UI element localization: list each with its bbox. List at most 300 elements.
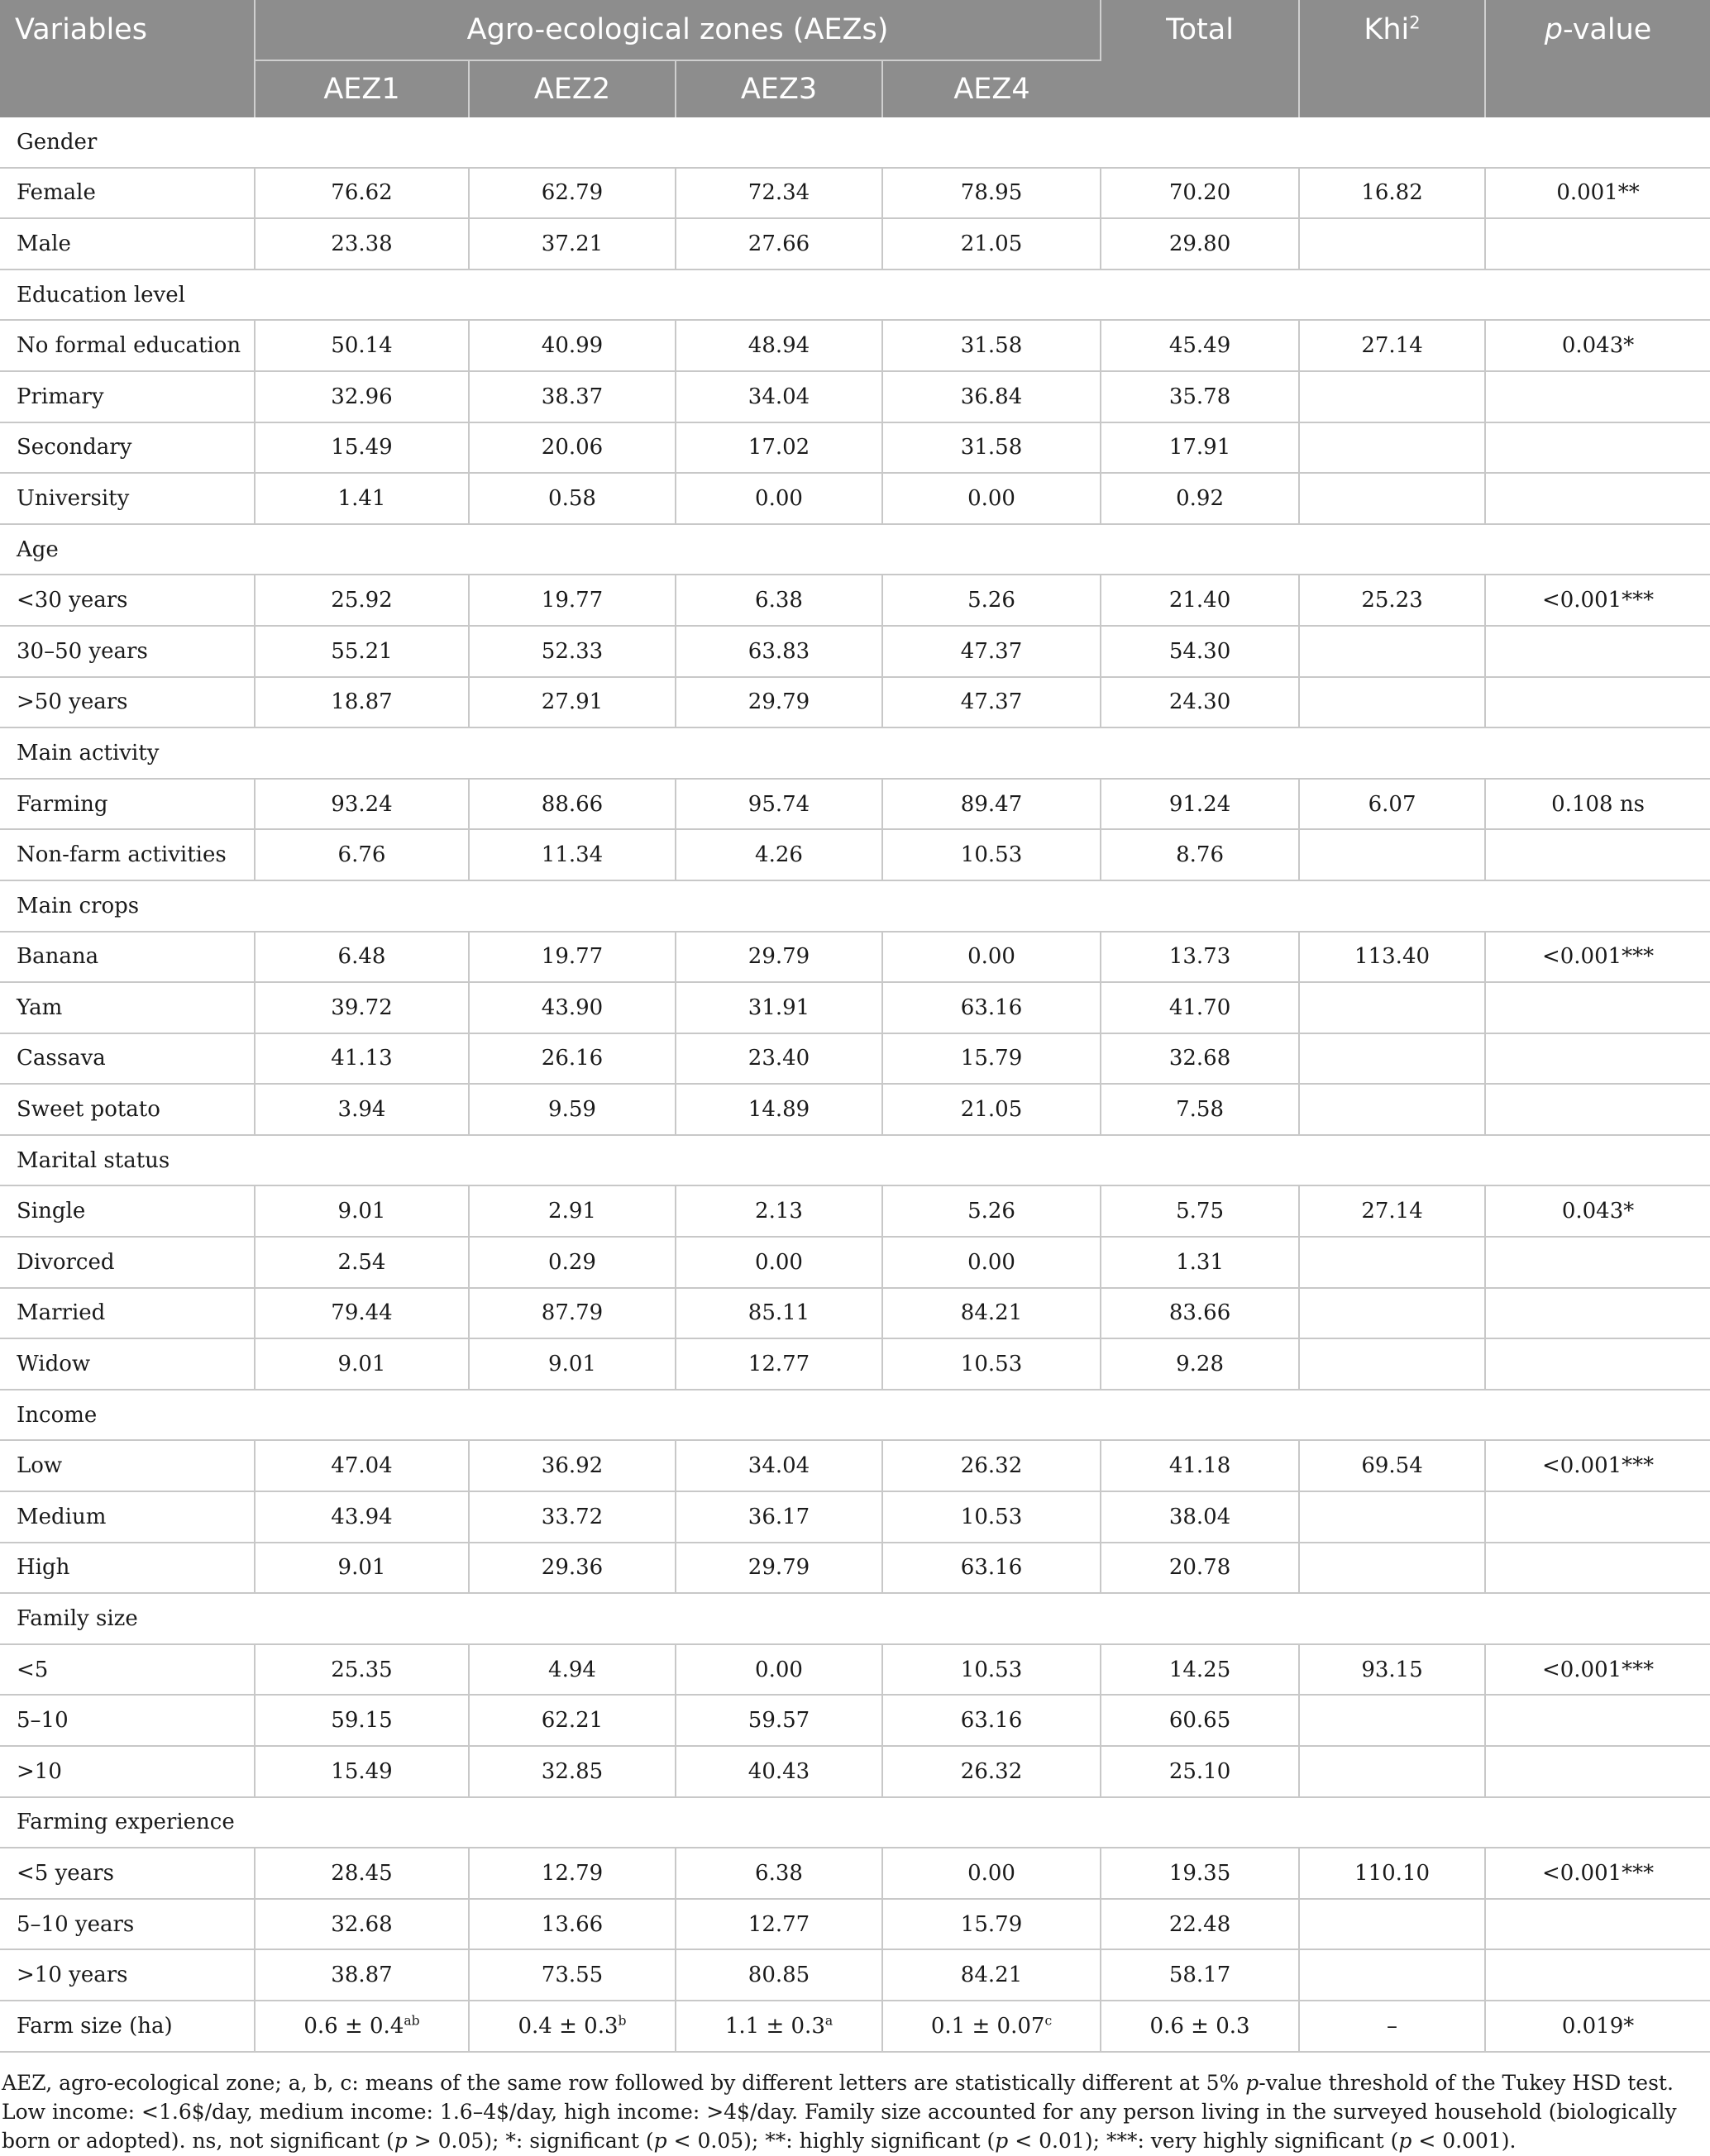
cell-khi2: 69.54 <box>1299 1440 1485 1491</box>
farm-size-row <box>0 2001 1710 2052</box>
cell-p-value <box>1485 1543 1710 1594</box>
cell-aez2: 19.77 <box>469 932 676 983</box>
table-header <box>0 0 1710 117</box>
cell-total: 13.73 <box>1101 932 1299 983</box>
cell-aez3: 0.00 <box>676 1644 882 1696</box>
cell-p-value: 0.001** <box>1485 168 1710 219</box>
cell-khi2: 25.23 <box>1299 575 1485 626</box>
cell-aez3: 85.11 <box>676 1288 882 1339</box>
cell-aez1: 9.01 <box>255 1338 469 1390</box>
row-label: Yam <box>0 982 255 1033</box>
cell-aez1: 23.38 <box>255 218 469 270</box>
cell-total: 83.66 <box>1101 1288 1299 1339</box>
section-title: Income <box>0 1390 1710 1441</box>
cell-khi2: 110.10 <box>1299 1848 1485 1899</box>
cell-khi2 <box>1299 473 1485 524</box>
cell-aez4: 0.00 <box>882 1848 1101 1899</box>
cell-aez2: 62.21 <box>469 1695 676 1746</box>
row-label: Widow <box>0 1338 255 1390</box>
cell-aez3: 12.77 <box>676 1338 882 1390</box>
cell-aez4: 10.53 <box>882 1338 1101 1390</box>
cell-aez4 <box>882 2001 1101 2052</box>
cell-khi2 <box>1299 1746 1485 1797</box>
cell-p-value <box>1485 371 1710 422</box>
cell-aez2: 29.36 <box>469 1543 676 1594</box>
row-label: University <box>0 473 255 524</box>
cell-total: 1.31 <box>1101 1237 1299 1288</box>
cell-aez1: 15.49 <box>255 1746 469 1797</box>
cell-total: 19.35 <box>1101 1848 1299 1899</box>
table-row <box>0 218 1710 270</box>
cell-total: 21.40 <box>1101 575 1299 626</box>
tukey-letter: c <box>1044 2013 1053 2029</box>
cell-aez1 <box>255 2001 469 2052</box>
footnote-p-symbol: p <box>1398 2129 1412 2153</box>
cell-aez3: 48.94 <box>676 320 882 371</box>
cell-total: 60.65 <box>1101 1695 1299 1746</box>
row-label: Female <box>0 168 255 219</box>
cell-total: 54.30 <box>1101 626 1299 677</box>
row-label: Primary <box>0 371 255 422</box>
cell-khi2 <box>1299 1237 1485 1288</box>
cell-aez1: 38.87 <box>255 1949 469 2001</box>
cell-total: 24.30 <box>1101 677 1299 728</box>
cell-aez3: 0.00 <box>676 1237 882 1288</box>
cell-khi2 <box>1299 1033 1485 1085</box>
cell-total: 45.49 <box>1101 320 1299 371</box>
cell-total: 29.80 <box>1101 218 1299 270</box>
section-title: Family size <box>0 1593 1710 1644</box>
row-label: 30–50 years <box>0 626 255 677</box>
cell-khi2 <box>1299 1084 1485 1135</box>
footnote-p-symbol: p <box>653 2129 667 2153</box>
cell-aez1: 15.49 <box>255 422 469 474</box>
table-row <box>0 1084 1710 1135</box>
cell-aez4: 10.53 <box>882 1491 1101 1543</box>
cell-p-value <box>1485 1033 1710 1085</box>
cell-aez1: 43.94 <box>255 1491 469 1543</box>
footnote-p-symbol: p <box>394 2129 408 2153</box>
table-row <box>0 1899 1710 1950</box>
cell-aez2: 62.79 <box>469 168 676 219</box>
cell-khi2: 16.82 <box>1299 168 1485 219</box>
table-row <box>0 1695 1710 1746</box>
cell-aez1: 59.15 <box>255 1695 469 1746</box>
row-label: >10 years <box>0 1949 255 2001</box>
cell-total: 38.04 <box>1101 1491 1299 1543</box>
section-title: Marital status <box>0 1135 1710 1186</box>
cell-p-value: <0.001*** <box>1485 1848 1710 1899</box>
cell-p-value: <0.001*** <box>1485 1644 1710 1696</box>
cell-aez1: 18.87 <box>255 677 469 728</box>
cell-aez3: 63.83 <box>676 626 882 677</box>
cell-total: 35.78 <box>1101 371 1299 422</box>
cell-p-value: 0.043* <box>1485 320 1710 371</box>
cell-p-value: 0.043* <box>1485 1185 1710 1237</box>
row-label: >10 <box>0 1746 255 1797</box>
cell-khi2: 27.14 <box>1299 1185 1485 1237</box>
row-label: Farm size (ha) <box>0 2001 255 2052</box>
cell-aez3: 6.38 <box>676 1848 882 1899</box>
table-row <box>0 1949 1710 2001</box>
cell-khi2 <box>1299 1288 1485 1339</box>
cell-aez2: 33.72 <box>469 1491 676 1543</box>
table-row <box>0 626 1710 677</box>
footnote-segment: -value threshold of the Tukey HSD test. Low income: <1.6$/day, medium income: 1.6–4$/day, high income: >4$/day. Family size accounted for any person living in the surveyed household (biologically born or adopted). ns, not significant ( <box>2 2071 1677 2153</box>
cell-total: 0.6 ± 0.3 <box>1101 2001 1299 2052</box>
table-row <box>0 473 1710 524</box>
cell-aez2: 20.06 <box>469 422 676 474</box>
cell-aez1: 28.45 <box>255 1848 469 1899</box>
table-row <box>0 1440 1710 1491</box>
cell-khi2 <box>1299 1543 1485 1594</box>
cell-total: 41.70 <box>1101 982 1299 1033</box>
cell-aez4: 21.05 <box>882 1084 1101 1135</box>
footnote-p-symbol: p <box>1245 2071 1259 2095</box>
cell-aez4: 10.53 <box>882 829 1101 880</box>
header-aez1: AEZ1 <box>255 60 469 117</box>
cell-p-value <box>1485 473 1710 524</box>
cell-total: 70.20 <box>1101 168 1299 219</box>
cell-aez4: 36.84 <box>882 371 1101 422</box>
cell-aez1: 25.92 <box>255 575 469 626</box>
cell-p-value <box>1485 1491 1710 1543</box>
cell-p-value <box>1485 626 1710 677</box>
cell-aez1: 2.54 <box>255 1237 469 1288</box>
row-label: >50 years <box>0 677 255 728</box>
cell-aez3: 27.66 <box>676 218 882 270</box>
cell-aez2: 36.92 <box>469 1440 676 1491</box>
cell-aez1: 93.24 <box>255 779 469 830</box>
cell-p-value: 0.108 ns <box>1485 779 1710 830</box>
section-row <box>0 1390 1710 1441</box>
header-khi-text: Khi <box>1364 13 1410 46</box>
cell-aez1: 6.48 <box>255 932 469 983</box>
cell-aez2 <box>469 2001 676 2052</box>
row-label: Cassava <box>0 1033 255 1085</box>
table-row <box>0 320 1710 371</box>
cell-aez4: 31.58 <box>882 320 1101 371</box>
row-label: <5 years <box>0 1848 255 1899</box>
cell-khi2: 6.07 <box>1299 779 1485 830</box>
cell-aez1: 79.44 <box>255 1288 469 1339</box>
cell-khi2: 113.40 <box>1299 932 1485 983</box>
footnote-segment: < 0.001). <box>1411 2129 1517 2153</box>
cell-aez4: 5.26 <box>882 1185 1101 1237</box>
tukey-letter: a <box>824 2013 834 2029</box>
table-row <box>0 932 1710 983</box>
section-row <box>0 1593 1710 1644</box>
row-label: 5–10 years <box>0 1899 255 1950</box>
cell-p-value <box>1485 982 1710 1033</box>
cell-khi2: – <box>1299 2001 1485 2052</box>
cell-aez4: 63.16 <box>882 1543 1101 1594</box>
cell-total: 41.18 <box>1101 1440 1299 1491</box>
cell-aez1: 1.41 <box>255 473 469 524</box>
cell-aez1: 6.76 <box>255 829 469 880</box>
section-title: Main activity <box>0 727 1710 779</box>
cell-aez4: 26.32 <box>882 1440 1101 1491</box>
cell-khi2 <box>1299 1338 1485 1390</box>
table-row <box>0 168 1710 219</box>
cell-p-value <box>1485 1949 1710 2001</box>
cell-aez4: 31.58 <box>882 422 1101 474</box>
table-row <box>0 1185 1710 1237</box>
cell-aez4: 78.95 <box>882 168 1101 219</box>
cell-aez1: 76.62 <box>255 168 469 219</box>
section-title: Age <box>0 524 1710 575</box>
cell-khi2 <box>1299 982 1485 1033</box>
cell-aez4: 63.16 <box>882 1695 1101 1746</box>
row-label: Married <box>0 1288 255 1339</box>
cell-aez4: 0.00 <box>882 473 1101 524</box>
cell-aez2: 43.90 <box>469 982 676 1033</box>
cell-aez3 <box>676 2001 882 2052</box>
section-row <box>0 1135 1710 1186</box>
cell-aez1: 3.94 <box>255 1084 469 1135</box>
table-row <box>0 779 1710 830</box>
footnote-segment: < 0.01); ***: very highly significant ( <box>1008 2129 1399 2153</box>
cell-aez1: 25.35 <box>255 1644 469 1696</box>
table-row <box>0 1746 1710 1797</box>
cell-total: 58.17 <box>1101 1949 1299 2001</box>
cell-p-value <box>1485 218 1710 270</box>
cell-aez2: 52.33 <box>469 626 676 677</box>
cell-aez3: 17.02 <box>676 422 882 474</box>
table-row <box>0 677 1710 728</box>
table-footnote <box>0 2068 1697 2155</box>
cell-aez3: 6.38 <box>676 575 882 626</box>
header-aez-group: Agro-ecological zones (AEZs) <box>255 0 1101 60</box>
cell-aez4: 84.21 <box>882 1949 1101 2001</box>
cell-aez2: 32.85 <box>469 1746 676 1797</box>
header-total: Total <box>1101 0 1299 117</box>
cell-aez4: 26.32 <box>882 1746 1101 1797</box>
cell-aez3: 23.40 <box>676 1033 882 1085</box>
cell-aez1: 9.01 <box>255 1543 469 1594</box>
cell-aez2: 0.29 <box>469 1237 676 1288</box>
cell-total: 9.28 <box>1101 1338 1299 1390</box>
cell-p-value <box>1485 1288 1710 1339</box>
cell-aez2: 38.37 <box>469 371 676 422</box>
cell-aez2: 2.91 <box>469 1185 676 1237</box>
cell-aez2: 0.58 <box>469 473 676 524</box>
section-row <box>0 117 1710 168</box>
cell-aez2: 27.91 <box>469 677 676 728</box>
cell-p-value: <0.001*** <box>1485 1440 1710 1491</box>
cell-p-value <box>1485 1338 1710 1390</box>
tukey-letter: ab <box>404 2013 420 2029</box>
cell-p-value: 0.019* <box>1485 2001 1710 2052</box>
cell-khi2: 27.14 <box>1299 320 1485 371</box>
table-row <box>0 982 1710 1033</box>
cell-aez2: 12.79 <box>469 1848 676 1899</box>
footnote-p-symbol: p <box>995 2129 1009 2153</box>
table-row <box>0 371 1710 422</box>
cell-aez2: 26.16 <box>469 1033 676 1085</box>
cell-aez3: 29.79 <box>676 677 882 728</box>
row-label: No formal education <box>0 320 255 371</box>
cell-total: 17.91 <box>1101 422 1299 474</box>
cell-aez3: 4.26 <box>676 829 882 880</box>
mean-sd: 1.1 ± 0.3 <box>724 2013 825 2039</box>
tukey-letter: b <box>618 2013 627 2029</box>
cell-aez2: 40.99 <box>469 320 676 371</box>
section-title: Main crops <box>0 880 1710 932</box>
cell-aez3: 31.91 <box>676 982 882 1033</box>
section-row <box>0 1797 1710 1848</box>
cell-total: 25.10 <box>1101 1746 1299 1797</box>
table-row <box>0 1848 1710 1899</box>
cell-total: 14.25 <box>1101 1644 1299 1696</box>
cell-aez4: 84.21 <box>882 1288 1101 1339</box>
section-title: Farming experience <box>0 1797 1710 1848</box>
cell-aez3: 12.77 <box>676 1899 882 1950</box>
cell-aez2: 88.66 <box>469 779 676 830</box>
cell-aez2: 19.77 <box>469 575 676 626</box>
cell-aez3: 59.57 <box>676 1695 882 1746</box>
table-row <box>0 1543 1710 1594</box>
cell-p-value <box>1485 1746 1710 1797</box>
footnote-segment: AEZ, agro-ecological zone; a, b, c: means of the same row followed by different letters are statistically different at 5% <box>2 2071 1246 2095</box>
table-row <box>0 829 1710 880</box>
cell-p-value: <0.001*** <box>1485 575 1710 626</box>
footnote-segment: > 0.05); *: significant ( <box>407 2129 654 2153</box>
cell-aez2: 4.94 <box>469 1644 676 1696</box>
header-p-italic: p <box>1544 13 1563 46</box>
cell-aez2: 73.55 <box>469 1949 676 2001</box>
row-label: Male <box>0 218 255 270</box>
cell-aez4: 5.26 <box>882 575 1101 626</box>
cell-aez2: 37.21 <box>469 218 676 270</box>
cell-khi2 <box>1299 1695 1485 1746</box>
header-p-value <box>1485 0 1710 117</box>
cell-aez4: 47.37 <box>882 626 1101 677</box>
section-row <box>0 270 1710 321</box>
cell-khi2 <box>1299 626 1485 677</box>
row-label: <5 <box>0 1644 255 1696</box>
cell-aez3: 29.79 <box>676 932 882 983</box>
cell-aez3: 95.74 <box>676 779 882 830</box>
cell-aez3: 40.43 <box>676 1746 882 1797</box>
cell-aez3: 14.89 <box>676 1084 882 1135</box>
cell-aez3: 0.00 <box>676 473 882 524</box>
cell-p-value <box>1485 1899 1710 1950</box>
cell-p-value <box>1485 1084 1710 1135</box>
cell-aez4: 15.79 <box>882 1033 1101 1085</box>
header-p-rest: -value <box>1563 13 1652 46</box>
cell-khi2 <box>1299 422 1485 474</box>
cell-aez2: 11.34 <box>469 829 676 880</box>
cell-aez3: 2.13 <box>676 1185 882 1237</box>
cell-aez4: 63.16 <box>882 982 1101 1033</box>
cell-p-value: <0.001*** <box>1485 932 1710 983</box>
header-aez2: AEZ2 <box>469 60 676 117</box>
cell-aez3: 29.79 <box>676 1543 882 1594</box>
cell-aez3: 80.85 <box>676 1949 882 2001</box>
cell-khi2 <box>1299 1899 1485 1950</box>
cell-khi2 <box>1299 371 1485 422</box>
cell-aez1: 41.13 <box>255 1033 469 1085</box>
cell-total: 0.92 <box>1101 473 1299 524</box>
table-row <box>0 1644 1710 1696</box>
cell-aez4: 15.79 <box>882 1899 1101 1950</box>
cell-total: 7.58 <box>1101 1084 1299 1135</box>
cell-aez4: 47.37 <box>882 677 1101 728</box>
table-row <box>0 575 1710 626</box>
row-label: <30 years <box>0 575 255 626</box>
row-label: Farming <box>0 779 255 830</box>
mean-sd: 0.4 ± 0.3 <box>518 2013 619 2039</box>
row-label: High <box>0 1543 255 1594</box>
cell-aez3: 36.17 <box>676 1491 882 1543</box>
cell-khi2: 93.15 <box>1299 1644 1485 1696</box>
row-label: Secondary <box>0 422 255 474</box>
row-label: Banana <box>0 932 255 983</box>
section-row <box>0 727 1710 779</box>
section-row <box>0 524 1710 575</box>
cell-total: 5.75 <box>1101 1185 1299 1237</box>
cell-aez4: 0.00 <box>882 932 1101 983</box>
footnote-text <box>2 2068 1697 2155</box>
cell-aez1: 47.04 <box>255 1440 469 1491</box>
cell-p-value <box>1485 1237 1710 1288</box>
table-row <box>0 1491 1710 1543</box>
cell-khi2 <box>1299 677 1485 728</box>
table-row <box>0 1237 1710 1288</box>
row-label: 5–10 <box>0 1695 255 1746</box>
cell-aez3: 34.04 <box>676 1440 882 1491</box>
cell-aez2: 87.79 <box>469 1288 676 1339</box>
cell-total: 20.78 <box>1101 1543 1299 1594</box>
cell-khi2 <box>1299 218 1485 270</box>
table-row <box>0 1338 1710 1390</box>
header-khi-sup: 2 <box>1409 12 1421 33</box>
cell-total: 32.68 <box>1101 1033 1299 1085</box>
row-label: Sweet potato <box>0 1084 255 1135</box>
cell-khi2 <box>1299 1949 1485 2001</box>
cell-aez1: 32.68 <box>255 1899 469 1950</box>
row-label: Non-farm activities <box>0 829 255 880</box>
cell-khi2 <box>1299 829 1485 880</box>
header-aez4: AEZ4 <box>882 60 1101 117</box>
cell-aez1: 9.01 <box>255 1185 469 1237</box>
row-label: Single <box>0 1185 255 1237</box>
cell-aez2: 9.01 <box>469 1338 676 1390</box>
header-khi2 <box>1299 0 1485 117</box>
row-label: Divorced <box>0 1237 255 1288</box>
section-title: Education level <box>0 270 1710 321</box>
cell-p-value <box>1485 422 1710 474</box>
table-body <box>0 117 1710 2052</box>
table-row <box>0 422 1710 474</box>
cell-p-value <box>1485 1695 1710 1746</box>
table-row <box>0 1288 1710 1339</box>
section-title: Gender <box>0 117 1710 168</box>
cell-khi2 <box>1299 1491 1485 1543</box>
table-row <box>0 1033 1710 1085</box>
footnote-segment: < 0.05); **: highly significant ( <box>666 2129 996 2153</box>
row-label: Medium <box>0 1491 255 1543</box>
cell-p-value <box>1485 829 1710 880</box>
cell-aez2: 9.59 <box>469 1084 676 1135</box>
cell-total: 8.76 <box>1101 829 1299 880</box>
mean-sd: 0.1 ± 0.07 <box>930 2013 1045 2039</box>
cell-aez1: 39.72 <box>255 982 469 1033</box>
cell-aez4: 89.47 <box>882 779 1101 830</box>
row-label: Low <box>0 1440 255 1491</box>
cell-aez1: 32.96 <box>255 371 469 422</box>
